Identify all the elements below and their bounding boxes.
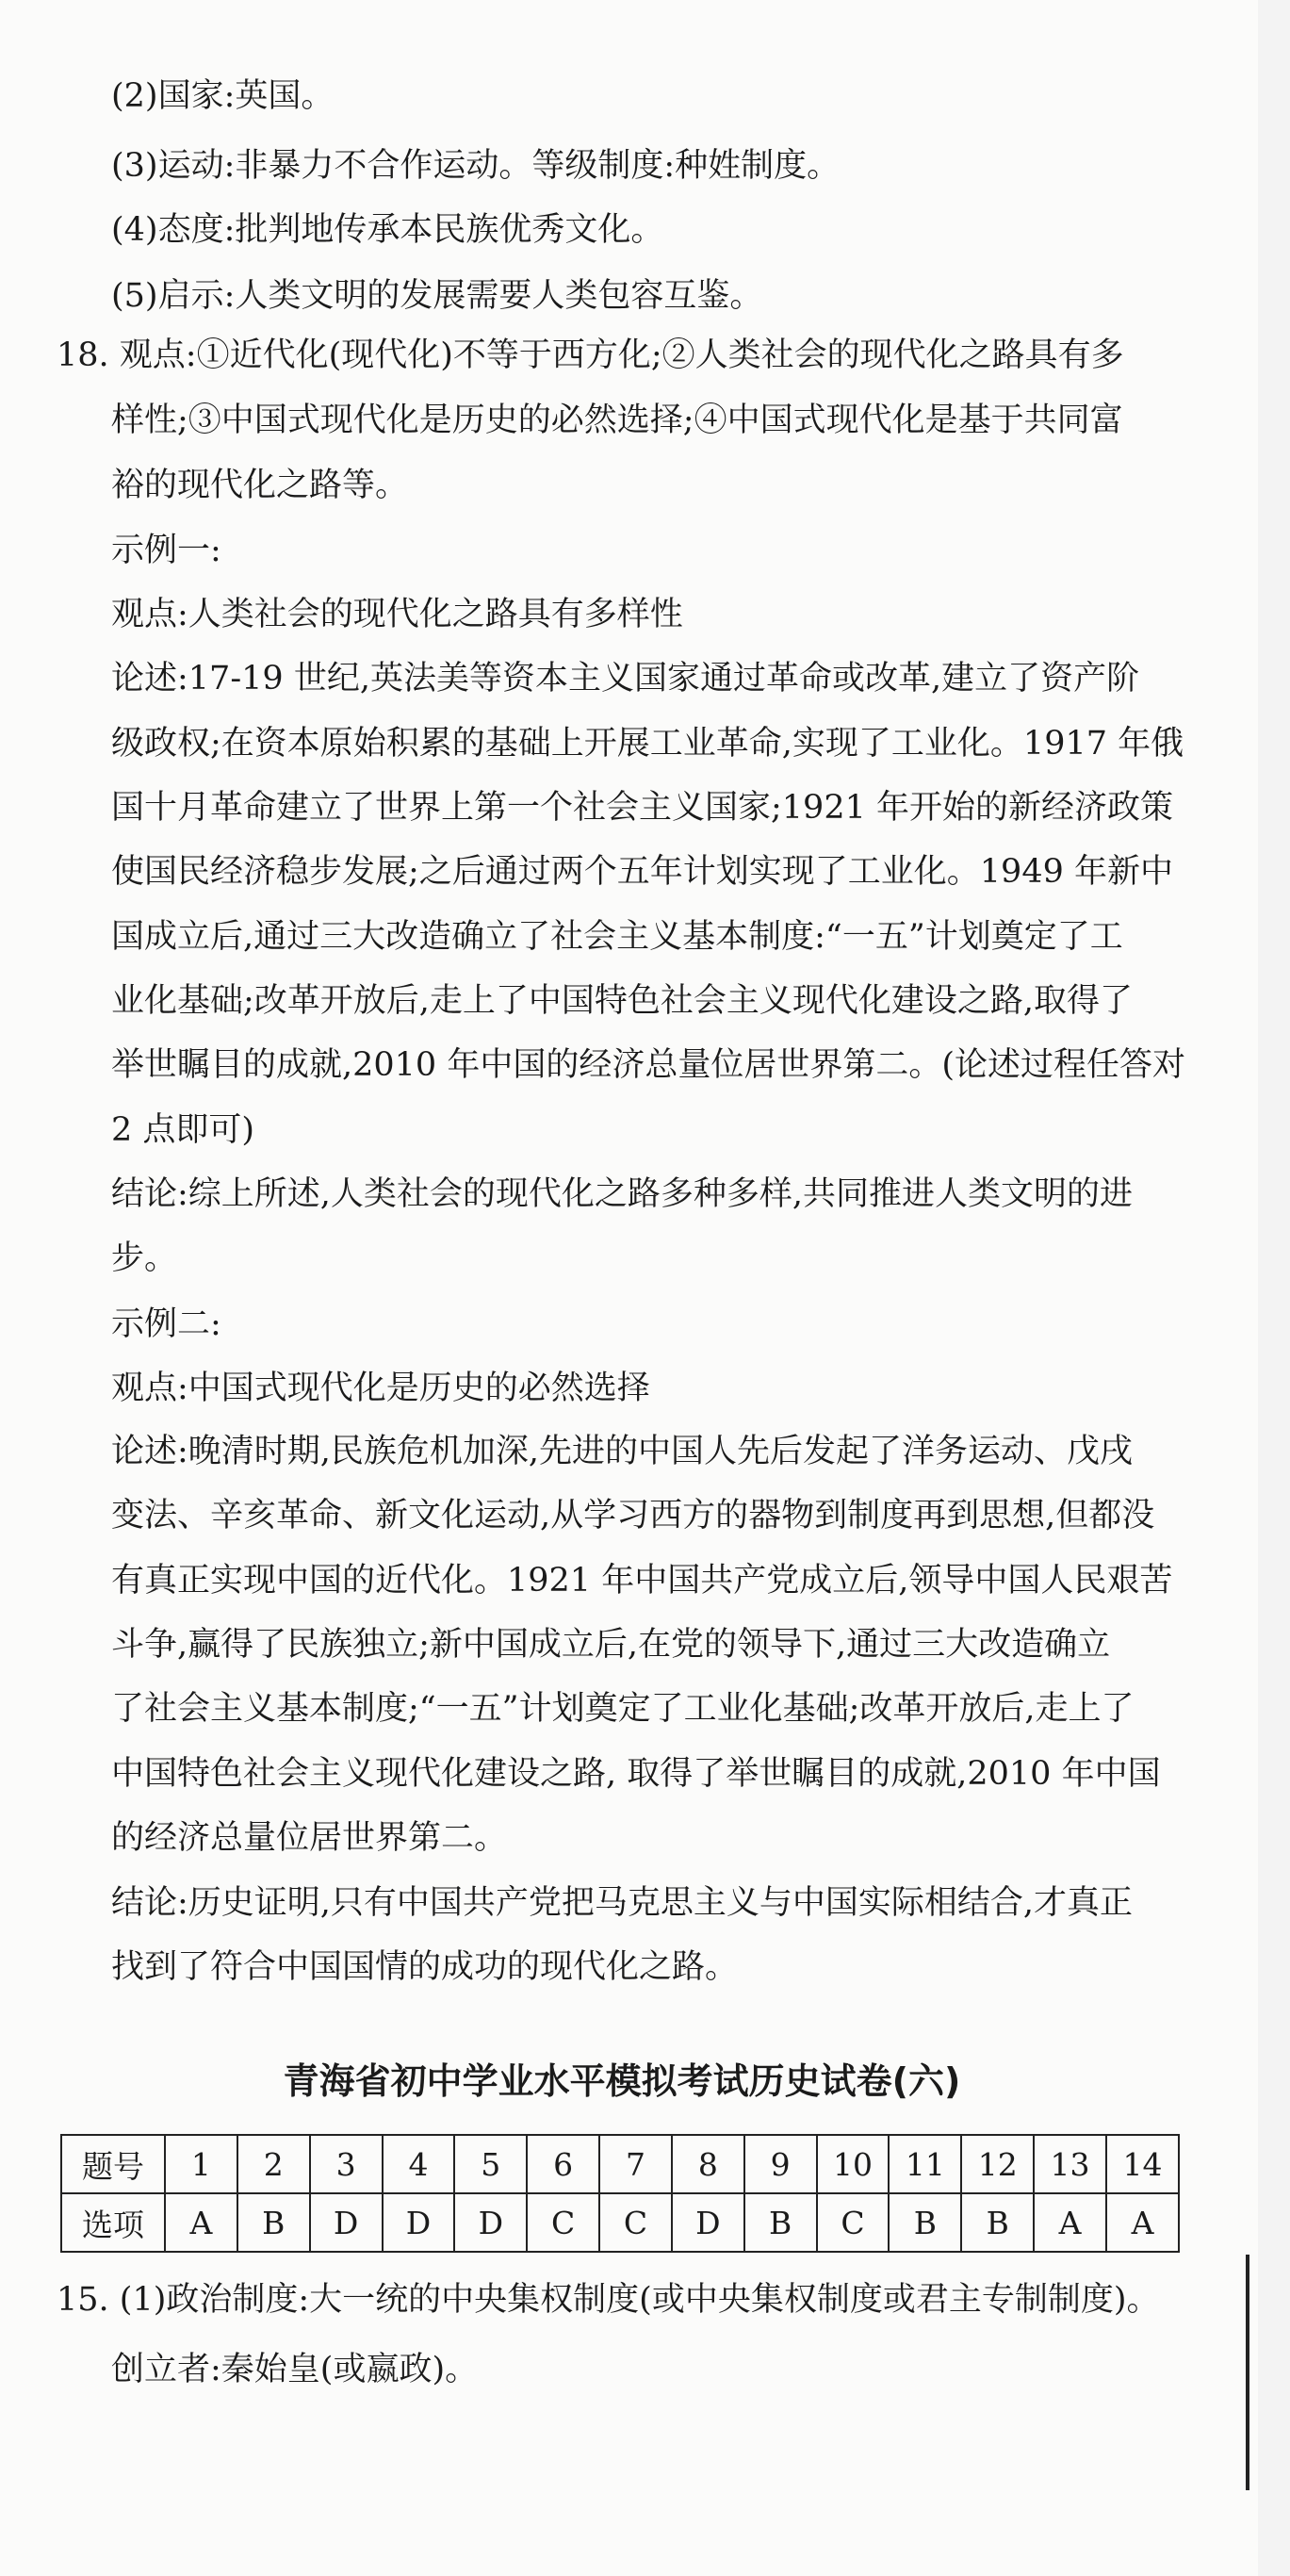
text-line: 创立者:秦始皇(或嬴政)。	[111, 2351, 479, 2388]
text-line: 样性;③中国式现代化是历史的必然选择;④中国式现代化是基于共同富	[111, 402, 1123, 439]
page-margin	[1258, 0, 1290, 2576]
answer-choice: C	[817, 2193, 890, 2252]
table-row-answers	[61, 2193, 1179, 2252]
text-line: 观点:人类社会的现代化之路具有多样性	[111, 596, 683, 633]
question-number: 7	[599, 2135, 672, 2193]
answer-choice: D	[383, 2193, 455, 2252]
text-line: 业化基础;改革开放后,走上了中国特色社会主义现代化建设之路,取得了	[111, 982, 1134, 1020]
answer-choice: D	[672, 2193, 744, 2252]
question-number: 2	[237, 2135, 310, 2193]
text-line: 步。	[111, 1239, 178, 1277]
section-title: 青海省初中学业水平模拟考试历史试卷(六)	[283, 2060, 961, 2102]
question-number: 12	[961, 2135, 1034, 2193]
example-heading: 示例二:	[111, 1305, 221, 1343]
binding-edge-mark	[1246, 2255, 1249, 2490]
text-line: 结论:历史证明,只有中国共产党把马克思主义与中国实际相结合,才真正	[111, 1884, 1134, 1922]
question-number: 8	[672, 2135, 744, 2193]
text-line: 使国民经济稳步发展;之后通过两个五年计划实现了工业化。1949 年新中	[111, 853, 1173, 891]
text-line: 国成立后,通过三大改造确立了社会主义基本制度:“一五”计划奠定了工	[111, 918, 1123, 956]
text-line: 论述:晚清时期,民族危机加深,先进的中国人先后发起了洋务运动、戊戌	[111, 1433, 1134, 1470]
text-line: 论述:17-19 世纪,英法美等资本主义国家通过革命或改革,建立了资产阶	[111, 660, 1140, 697]
text-line: 2 点即可)	[111, 1111, 255, 1149]
question-number: 3	[310, 2135, 383, 2193]
text-line: 找到了符合中国国情的成功的现代化之路。	[111, 1948, 739, 1986]
answer-choice: B	[744, 2193, 817, 2252]
text-line: 斗争,赢得了民族独立;新中国成立后,在党的领导下,通过三大改造确立	[111, 1626, 1111, 1664]
question-number: 6	[527, 2135, 599, 2193]
answer-choice: B	[961, 2193, 1034, 2252]
text-line: 有真正实现中国的近代化。1921 年中国共产党成立后,领导中国人民艰苦	[111, 1562, 1173, 1600]
question-number: 9	[744, 2135, 817, 2193]
answer-choice: D	[310, 2193, 383, 2252]
text-line: 举世瞩目的成就,2010 年中国的经济总量位居世界第二。(论述过程任答对	[111, 1046, 1185, 1084]
answer-choice: B	[889, 2193, 961, 2252]
text-line: 的经济总量位居世界第二。	[111, 1819, 508, 1857]
question-number: 4	[383, 2135, 455, 2193]
answer-choice: B	[237, 2193, 310, 2252]
text-line: (3)运动:非暴力不合作运动。等级制度:种姓制度。	[111, 147, 841, 185]
text-line: 结论:综上所述,人类社会的现代化之路多种多样,共同推进人类文明的进	[111, 1175, 1134, 1213]
text-line: 裕的现代化之路等。	[111, 467, 409, 504]
question-number: 5	[454, 2135, 527, 2193]
example-heading: 示例一:	[111, 532, 221, 569]
answer-key-table	[60, 2134, 1180, 2253]
text-line: 级政权;在资本原始积累的基础上开展工业革命,实现了工业化。1917 年俄	[111, 725, 1184, 763]
answer-choice: C	[599, 2193, 672, 2252]
table-row-label: 题号	[61, 2135, 165, 2193]
text-line: (2)国家:英国。	[111, 77, 335, 115]
text-line: 中国特色社会主义现代化建设之路, 取得了举世瞩目的成就,2010 年中国	[111, 1755, 1161, 1793]
text-line: (5)启示:人类文明的发展需要人类包容互鉴。	[111, 277, 763, 315]
text-line: 了社会主义基本制度;“一五”计划奠定了工业化基础;改革开放后,走上了	[111, 1690, 1135, 1728]
answer-choice: D	[454, 2193, 527, 2252]
answer-choice: A	[1034, 2193, 1106, 2252]
text-line: 变法、辛亥革命、新文化运动,从学习西方的器物到制度再到思想,但都没	[111, 1497, 1155, 1534]
answer-choice: A	[1106, 2193, 1179, 2252]
text-line: 国十月革命建立了世界上第一个社会主义国家;1921 年开始的新经济政策	[111, 789, 1173, 827]
table-row-numbers	[61, 2135, 1179, 2193]
question-number: 1	[165, 2135, 237, 2193]
text-line: 观点:中国式现代化是历史的必然选择	[111, 1370, 650, 1407]
answer-choice: C	[527, 2193, 599, 2252]
question-number: 13	[1034, 2135, 1106, 2193]
table-row-label: 选项	[61, 2193, 165, 2252]
question-number: 14	[1106, 2135, 1179, 2193]
text-line: (4)态度:批判地传承本民族优秀文化。	[111, 211, 664, 249]
question-15-line: 15. (1)政治制度:大一统的中央集权制度(或中央集权制度或君主专制制度)。	[57, 2281, 1160, 2319]
question-number: 11	[889, 2135, 961, 2193]
question-number: 10	[817, 2135, 890, 2193]
answer-choice: A	[165, 2193, 237, 2252]
question-18-line: 18. 观点:①近代化(现代化)不等于西方化;②人类社会的现代化之路具有多	[57, 336, 1124, 374]
